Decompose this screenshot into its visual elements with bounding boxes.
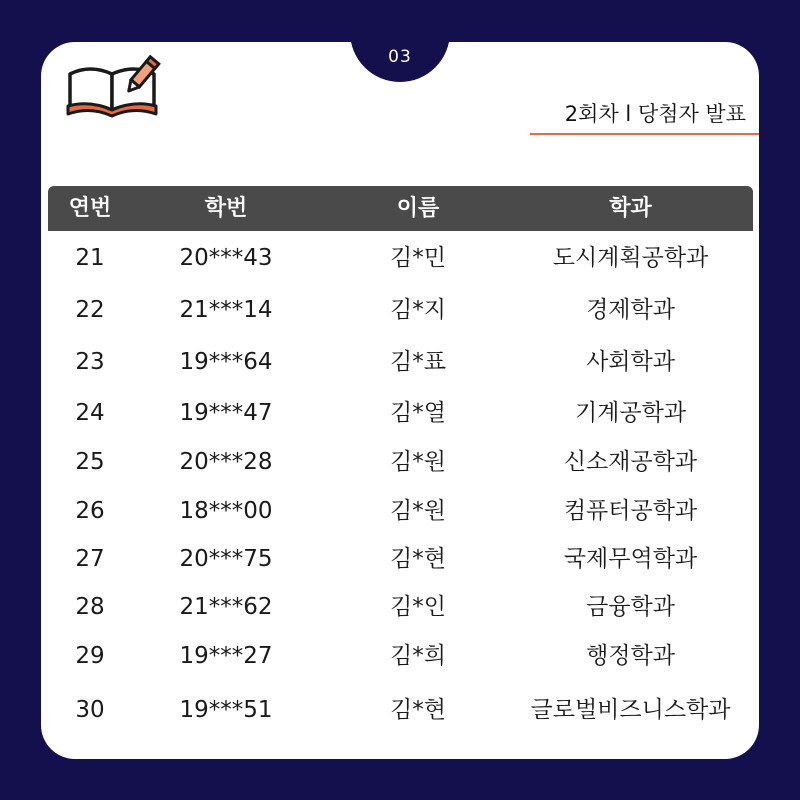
table-row — [48, 286, 753, 334]
row-department: 컴퓨터공학과 — [563, 498, 698, 524]
row-department: 사회학과 — [586, 349, 675, 375]
row-name: 김*열 — [390, 400, 446, 426]
header-name: 이름 — [396, 196, 440, 221]
row-department: 행정학과 — [586, 643, 675, 669]
table-row — [48, 438, 753, 486]
row-department: 금융학과 — [586, 594, 675, 620]
row-student-id: 19***64 — [179, 349, 273, 375]
table-header — [48, 186, 753, 231]
row-department: 신소재공학과 — [563, 449, 698, 475]
row-number: 30 — [75, 697, 105, 723]
row-name: 김*현 — [390, 546, 446, 572]
table-row — [48, 234, 753, 282]
table-row — [48, 583, 753, 631]
title-underline — [530, 133, 759, 135]
row-student-id: 21***62 — [179, 594, 273, 620]
row-name: 김*지 — [390, 297, 446, 323]
row-number: 24 — [75, 400, 105, 426]
row-student-id: 19***27 — [179, 643, 273, 669]
header-no: 연번 — [68, 196, 112, 221]
table-row — [48, 686, 753, 734]
row-student-id: 20***28 — [179, 449, 273, 475]
row-department: 경제학과 — [586, 297, 675, 323]
row-name: 김*희 — [390, 643, 446, 669]
row-name: 김*표 — [390, 349, 446, 375]
header-department: 학과 — [609, 196, 652, 221]
header-student-id: 학번 — [204, 196, 248, 221]
table-row — [48, 487, 753, 535]
row-student-id: 19***51 — [179, 697, 273, 723]
book-pencil-icon — [64, 54, 164, 124]
page-number: 03 — [388, 47, 412, 67]
row-name: 김*원 — [390, 449, 446, 475]
row-name: 김*현 — [390, 697, 446, 723]
row-student-id: 20***43 — [179, 245, 273, 271]
row-number: 28 — [75, 594, 105, 620]
row-name: 김*원 — [390, 498, 446, 524]
row-number: 26 — [75, 498, 105, 524]
row-student-id: 18***00 — [179, 498, 273, 524]
row-number: 27 — [75, 546, 105, 572]
row-name: 김*인 — [390, 594, 446, 620]
row-department: 도시계획공학과 — [552, 245, 709, 271]
table-row — [48, 535, 753, 583]
row-department: 국제무역학과 — [563, 546, 698, 572]
row-student-id: 20***75 — [179, 546, 273, 572]
table-row — [48, 338, 753, 386]
table-row — [48, 632, 753, 680]
row-department: 글로벌비즈니스학과 — [530, 697, 731, 723]
row-number: 21 — [75, 245, 105, 271]
row-number: 29 — [75, 643, 105, 669]
row-number: 25 — [75, 449, 105, 475]
row-number: 23 — [75, 349, 105, 375]
row-number: 22 — [75, 297, 105, 323]
row-department: 기계공학과 — [574, 400, 687, 426]
row-student-id: 19***47 — [179, 400, 273, 426]
row-student-id: 21***14 — [179, 297, 273, 323]
section-title: 2회차 l 당첨자 발표 — [564, 102, 746, 126]
row-name: 김*민 — [390, 245, 446, 271]
table-row — [48, 389, 753, 437]
